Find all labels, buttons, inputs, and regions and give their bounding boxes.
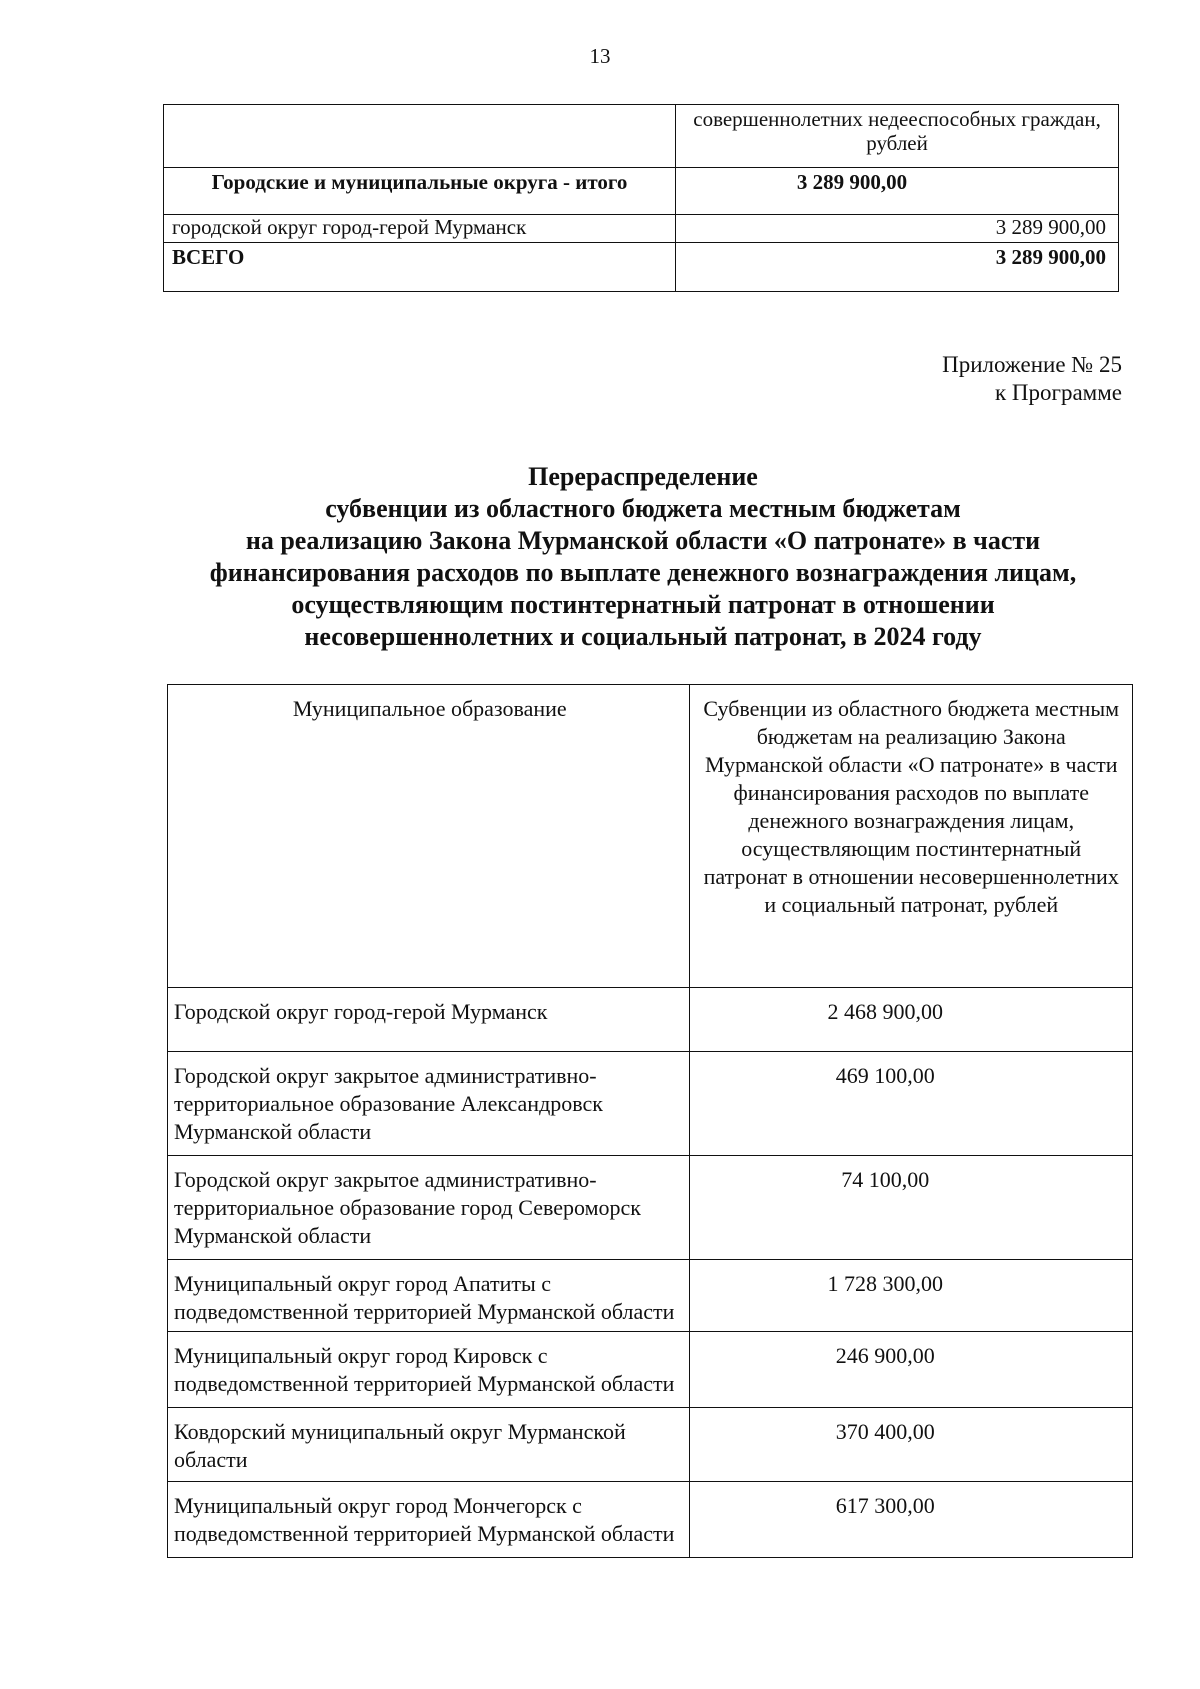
subvention-amount: 370 400,00 (690, 1408, 1133, 1482)
table-row (168, 988, 1133, 1052)
subvention-amount: 246 900,00 (690, 1332, 1133, 1408)
title-line: на реализацию Закона Мурманской области «О патронате» в части (245, 526, 1041, 555)
row-label: городской округ город-герой Мурманск (164, 215, 676, 243)
header-subvention: Субвенции из областного бюджета местным бюджетам на реализацию Закона Мурманской области «О патронате» в части финансирования расходов по выплате денежного вознаграждения лицам, осуществляющим постинтернатный патронат в отношении несовершеннолетних и социальный патронат, рублей (690, 685, 1133, 988)
subtotal-value: 3 289 900,00 (676, 168, 1119, 215)
header-cell-empty (164, 105, 676, 168)
subtotal-label: Городские и муниципальные округа - итого (164, 168, 676, 215)
title-line: финансирования расходов по выплате денежного вознаграждения лицам, (209, 558, 1077, 587)
page-number: 13 (589, 44, 611, 68)
title-line: несовершеннолетних и социальный патронат, в 2024 году (304, 622, 982, 651)
title-line: субвенции из областного бюджета местным бюджетам (325, 494, 961, 523)
table-row (168, 1260, 1133, 1332)
table-row (168, 1408, 1133, 1482)
municipality-name: Городской округ закрытое административно-территориальное образование Александровск Мурманской области (168, 1052, 690, 1156)
table-row (168, 1052, 1133, 1156)
appendix-number: Приложение № 25 (942, 352, 1122, 377)
table-row (164, 215, 1119, 243)
total-value: 3 289 900,00 (676, 243, 1119, 292)
table-row (168, 1482, 1133, 1558)
subvention-amount: 1 728 300,00 (690, 1260, 1133, 1332)
subtotal-row (164, 168, 1119, 215)
municipality-name: Ковдорский муниципальный округ Мурманской области (168, 1408, 690, 1482)
municipality-name: Муниципальный округ город Мончегорск с подведомственной территорией Мурманской области (168, 1482, 690, 1558)
subvention-amount: 2 468 900,00 (690, 988, 1133, 1052)
table-header-row (168, 685, 1133, 988)
subvention-amount: 469 100,00 (690, 1052, 1133, 1156)
municipality-name: Городской округ город-герой Мурманск (168, 988, 690, 1052)
continuation-table (163, 104, 1119, 292)
municipality-name: Муниципальный округ город Кировск с подведомственной территорией Мурманской области (168, 1332, 690, 1408)
table-row (168, 1156, 1133, 1260)
subvention-amount: 74 100,00 (690, 1156, 1133, 1260)
table-header-row (164, 105, 1119, 168)
subvention-amount: 617 300,00 (690, 1482, 1133, 1558)
header-municipality: Муниципальное образование (168, 685, 690, 988)
row-value: 3 289 900,00 (676, 215, 1119, 243)
appendix-caption (942, 351, 1122, 407)
title-line: осуществляющим постинтернатный патронат в отношении (291, 590, 995, 619)
appendix-program: к Программе (995, 380, 1122, 405)
table-row (168, 1332, 1133, 1408)
title-line: Перераспределение (528, 462, 758, 491)
header-cell-amount: совершеннолетних недееспособных граждан, рублей (676, 105, 1119, 168)
total-row (164, 243, 1119, 292)
municipality-name: Муниципальный округ город Апатиты с подведомственной территорией Мурманской области (168, 1260, 690, 1332)
municipality-name: Городской округ закрытое административно-территориальное образование город Североморск Мурманской области (168, 1156, 690, 1260)
document-title (163, 461, 1123, 653)
subvention-table (167, 684, 1133, 1558)
total-label: ВСЕГО (164, 243, 676, 292)
